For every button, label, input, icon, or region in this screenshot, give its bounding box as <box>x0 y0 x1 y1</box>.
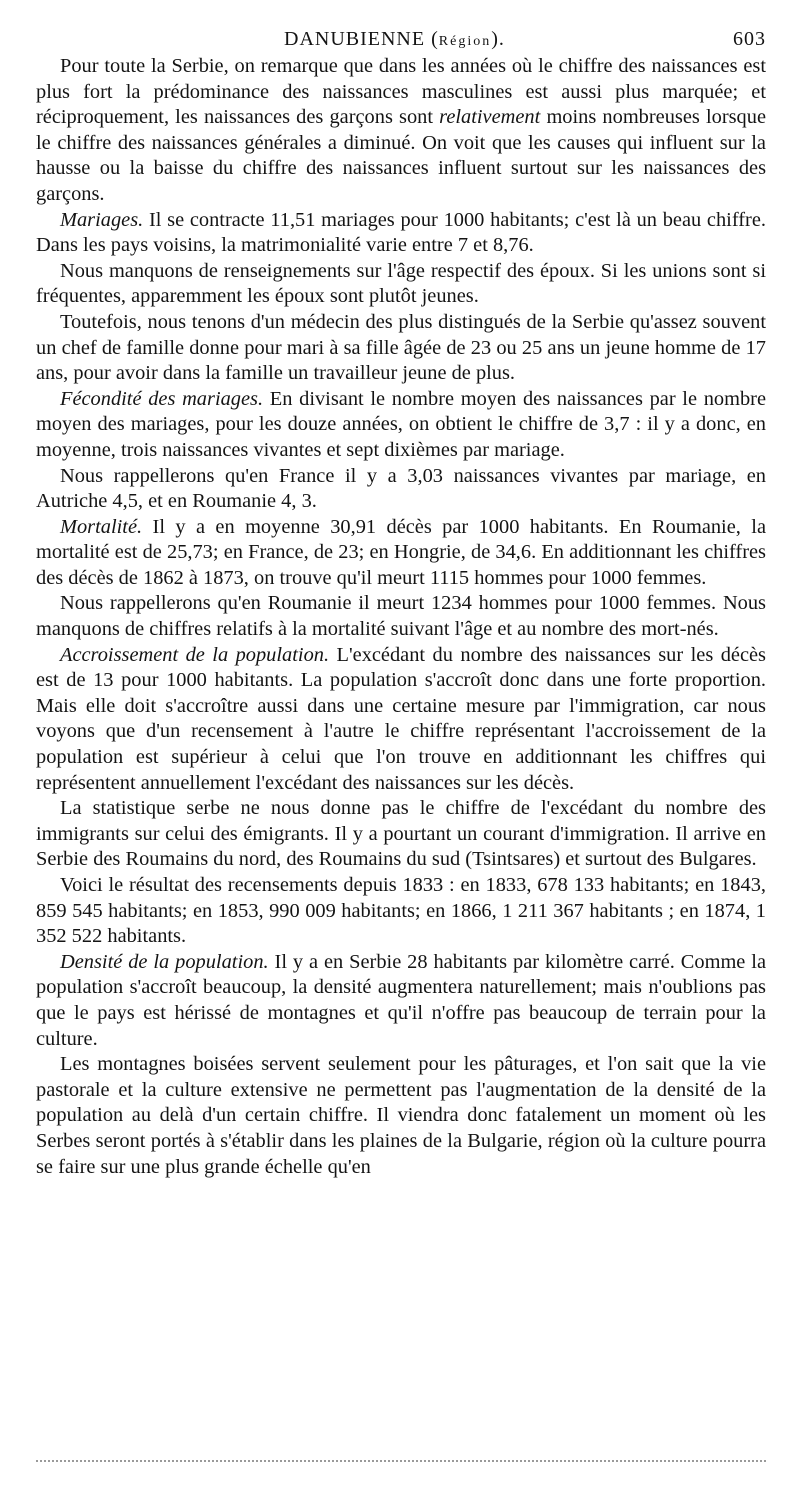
paragraph-recensements: Voici le résultat des recensements depuis 1833 : en 1833, 678 133 habitants; en 1843, 859 545 habitants; en 1853, 990 009 habitants; en 1866, 1 211 367 habitants ; en 1874, 1 352 522 habitants. <box>36 874 766 948</box>
running-header <box>36 24 766 54</box>
book-page <box>36 24 766 1180</box>
emphasis-relativement: relativement <box>439 106 541 129</box>
section-lead-accroissement: Accroissement de la population. <box>60 643 330 666</box>
paragraph-3: Nous manquons de renseignements sur l'âge respectif des époux. Si les unions sont si fréquentes, apparemment les époux sont plutôt jeunes. <box>36 259 766 308</box>
section-lead-fecondite: Fécondité des mariages. <box>60 387 264 410</box>
paragraph-mariages: Mariages. Il se contracte 11,51 mariages pour 1000 habitants; c'est là un beau chiffre. Dans les pays voisins, la matrimonialité varie entre 7 et 8,76. <box>36 208 766 257</box>
paragraph-mortalite: Mortalité. Il y a en moyenne 30,91 décès par 1000 habitants. En Roumanie, la mortalité est de 25,73; en France, de 23; en Hongrie, de 34,6. En additionnant les chiffres des décès de 1862 à 1873, on trouve qu'il meurt 1115 hommes pour 1000 femmes. <box>36 515 766 589</box>
paragraph-fecondite: Fécondité des mariages. En divisant le nombre moyen des naissances par le nombre moyen des mariages, pour les douze années, on obtient le chiffre de 3,7 : il y a donc, en moyenne, trois naissances vivantes et sept dixièmes par mariage. <box>36 387 766 461</box>
paragraph-densite: Densité de la population. Il y a en Serbie 28 habitants par kilomètre carré. Comme la population s'accroît beaucoup, la densité augmentera naturellement; mais n'oublions pas que le pays est hérissé de montagnes et qu'il n'offre pas beaucoup de terrain pour la culture. <box>36 950 766 1050</box>
paragraph-accroissement: Accroissement de la population. L'excédant du nombre des naissances sur les décès est de 13 pour 1000 habitants. La population s'accroît donc dans une forte proportion. Mais elle doit s'accroître aussi dans une certaine mesure par l'immigration, car nous voyons que d'un recensement à l'autre le chiffre représentant l'accroissement de la population est supérieur à celui que l'on trouve en additionnant les chiffres qui représentent annuellement l'excédant des naissances sur les décès. <box>36 643 766 794</box>
paragraph-13: Les montagnes boisées servent seulement pour les pâturages, et l'on sait que la vie pastorale et la culture extensive ne permettent pas l'augmentation de la densité de la population au delà d'un certain chiffre. Il viendra donc fatalement un moment où les Serbes seront portés à s'établir dans les plaines de la Bulgarie, région où la culture pourra se faire sur une plus grande échelle qu'en <box>36 1053 766 1178</box>
paragraph-4: Toutefois, nous tenons d'un médecin des plus distingués de la Serbie qu'assez souvent un chef de famille donne pour mari à sa fille âgée de 23 ou 25 ans un jeune homme de 17 ans, pour avoir dans la famille un travailleur jeune de plus. <box>36 310 766 385</box>
section-lead-mariages: Mariages. <box>60 208 144 231</box>
body-text <box>36 54 766 1180</box>
section-lead-densite: Densité de la population. <box>60 950 269 973</box>
paragraph-10: La statistique serbe ne nous donne pas le chiffre de l'excédant du nombre des immigrants sur celui des émigrants. Il y a pourtant un courant d'immigration. Il arrive en Serbie des Roumains du nord, des Roumains du sud (Tsintsares) et surtout des Bulgares. <box>36 797 766 871</box>
running-title: DANUBIENNE (Région). <box>284 28 505 50</box>
paragraph-6: Nous rappellerons qu'en France il y a 3,03 naissances vivantes par mariage, en Autriche 4,5, et en Roumanie 4, 3. <box>36 464 766 513</box>
page-number: 603 <box>733 28 766 50</box>
running-title-smallcaps: Région <box>438 34 492 49</box>
bottom-bleed-through-rule <box>36 1460 766 1462</box>
paragraph-8: Nous rappellerons qu'en Roumanie il meurt 1234 hommes pour 1000 femmes. Nous manquons de chiffres relatifs à la mortalité suivant l'âge et au nombre des mort-nés. <box>36 592 766 641</box>
paragraph-1: Pour toute la Serbie, on remarque que dans les années où le chiffre des naissances est plus fort la prédominance des naissances masculines est aussi plus marquée; et réciproquement, les naissances des garçons sont relativement moins nombreuses lorsque le chiffre des naissances générales a diminué. On voit que les causes qui influent sur la hausse ou la baisse du chiffre des naissances influent surtout sur les naissances des garçons. <box>36 55 766 205</box>
section-lead-mortalite: Mortalité. <box>60 515 143 538</box>
